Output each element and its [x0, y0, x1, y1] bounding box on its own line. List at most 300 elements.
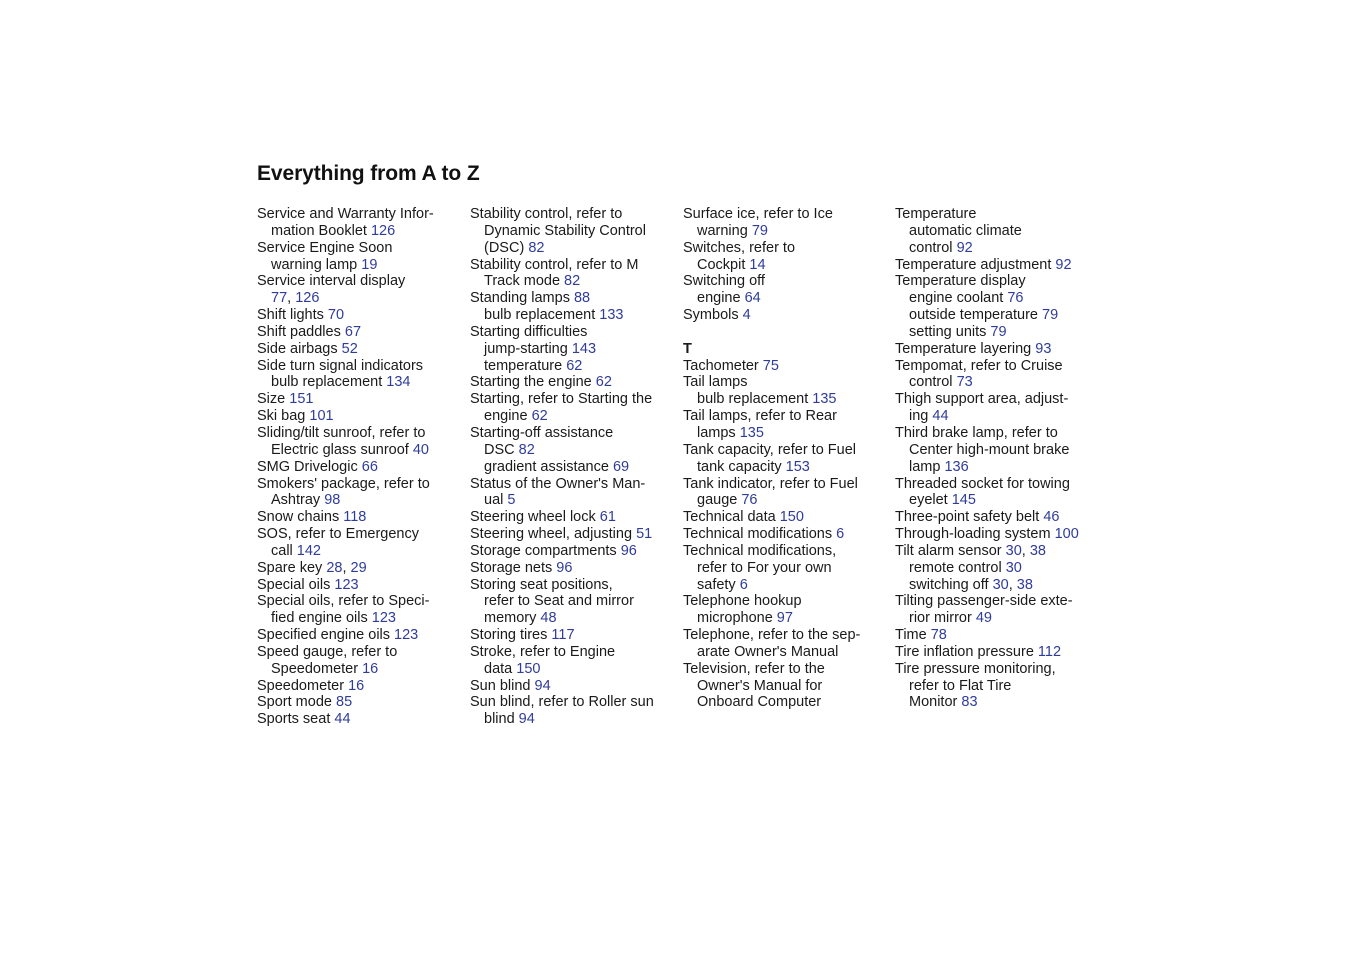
page-link[interactable]: 79 — [1042, 307, 1059, 324]
page-link[interactable]: 143 — [571, 340, 597, 357]
entry-text: Ski bag — [257, 408, 310, 425]
entry-text: ing — [909, 408, 933, 425]
index-entry — [683, 374, 888, 391]
index-entry — [683, 442, 888, 459]
index-entry — [895, 273, 1100, 290]
entry-text: blind — [484, 711, 519, 728]
entry-text: Side airbags — [257, 340, 342, 357]
index-subentry — [683, 391, 888, 408]
index-entry — [257, 526, 462, 543]
page-link[interactable]: 29 — [350, 559, 367, 576]
index-entry — [470, 476, 675, 493]
index-entry — [683, 509, 888, 526]
entry-text: Symbols — [683, 307, 743, 324]
entry-text: Standing lamps — [470, 290, 574, 307]
index-column-1 — [257, 206, 462, 728]
index-entry — [470, 560, 675, 577]
entry-text: Shift lights — [257, 307, 328, 324]
page-link[interactable]: 83 — [961, 694, 978, 711]
index-subentry — [470, 661, 675, 678]
entry-text: control — [909, 374, 957, 391]
page-link[interactable]: 150 — [516, 660, 541, 677]
entry-text: ual — [484, 492, 508, 509]
index-entry — [257, 627, 462, 644]
entry-text: call — [271, 542, 297, 559]
entry-text: data — [484, 660, 517, 677]
index-entry — [257, 425, 462, 442]
entry-text: Thigh support area, adjust- — [895, 391, 1069, 408]
page-link[interactable]: 79 — [751, 222, 768, 239]
page-link[interactable]: 92 — [1055, 256, 1072, 273]
page-link[interactable]: 48 — [540, 610, 557, 627]
entry-text: Stroke, refer to Engine — [470, 643, 616, 660]
index-subentry — [683, 459, 888, 476]
index-subentry — [470, 610, 675, 627]
page-link[interactable]: 151 — [289, 391, 314, 408]
index-entry — [257, 694, 462, 711]
entry-text: Tire inflation pressure — [895, 643, 1038, 660]
index-entry — [470, 290, 675, 307]
entry-text: Storage nets — [470, 559, 557, 576]
index-subentry — [470, 593, 675, 610]
entry-text: Speedometer — [257, 677, 349, 694]
index-subentry — [895, 610, 1100, 627]
page-link[interactable]: 44 — [334, 711, 351, 728]
entry-text: Stability control, refer to — [470, 206, 623, 222]
page-link[interactable]: 85 — [336, 694, 353, 711]
entry-text: Third brake lamp, refer to — [895, 424, 1058, 441]
page-link[interactable]: 123 — [371, 610, 396, 627]
index-subentry — [895, 577, 1100, 594]
entry-text: warning lamp — [271, 256, 362, 273]
page-link[interactable]: 93 — [1035, 340, 1052, 357]
page-link[interactable]: 118 — [343, 509, 367, 526]
page-title: Everything from A to Z — [257, 162, 480, 185]
index-subentry — [683, 425, 888, 442]
page-link[interactable]: 62 — [595, 374, 612, 391]
index-entry — [683, 526, 888, 543]
entry-text: Switches, refer to — [683, 239, 796, 256]
index-subentry — [257, 610, 462, 627]
entry-text: Special oils — [257, 576, 335, 593]
page-link[interactable]: 6 — [739, 576, 748, 593]
entry-text: Sun blind, refer to Roller sun — [470, 694, 654, 711]
page-link[interactable]: 117 — [551, 627, 575, 644]
entry-text: SMG Drivelogic — [257, 458, 362, 475]
entry-text: Through-loading system — [895, 526, 1055, 543]
index-subentry — [683, 492, 888, 509]
index-entry — [257, 341, 462, 358]
entry-text: lamps — [697, 424, 740, 441]
index-subentry — [470, 408, 675, 425]
entry-text: Temperature — [895, 206, 977, 222]
index-entry — [257, 509, 462, 526]
entry-text: Stability control, refer to M — [470, 256, 639, 273]
entry-text: Status of the Owner's Man- — [470, 475, 646, 492]
index-subentry — [895, 223, 1100, 240]
page-link[interactable]: 69 — [612, 458, 630, 475]
entry-text: temperature — [484, 357, 567, 374]
page-link[interactable]: 62 — [566, 357, 583, 374]
page-link[interactable]: 19 — [361, 256, 378, 273]
entry-text: warning — [697, 222, 752, 239]
page-link[interactable]: 52 — [341, 340, 358, 357]
index-subentry — [895, 290, 1100, 307]
entry-text: Starting, refer to Starting the — [470, 391, 653, 408]
page-link[interactable]: 51 — [636, 526, 653, 543]
page-link[interactable]: 76 — [1007, 290, 1024, 307]
entry-text: automatic climate — [909, 222, 1022, 239]
index-subentry — [683, 223, 888, 240]
page-separator: , — [1008, 576, 1017, 593]
page-link[interactable]: 5 — [507, 492, 516, 509]
entry-text: outside temperature — [909, 307, 1042, 324]
entry-text: Technical data — [683, 509, 780, 526]
index-subentry — [257, 257, 462, 274]
index-column-2 — [470, 206, 675, 728]
page-link[interactable]: 49 — [975, 610, 992, 627]
page-link[interactable]: 134 — [386, 374, 411, 391]
index-entry — [683, 593, 888, 610]
index-entry — [895, 476, 1100, 493]
entry-text: setting units — [909, 323, 991, 340]
index-entry — [895, 341, 1100, 358]
entry-text: Storing tires — [470, 627, 552, 644]
page-link[interactable]: 145 — [951, 492, 976, 509]
entry-text: Tail lamps — [683, 374, 748, 391]
entry-text: Tempomat, refer to Cruise — [895, 357, 1063, 374]
index-subentry — [895, 324, 1100, 341]
entry-text: gradient assistance — [484, 458, 613, 475]
index-entry — [895, 257, 1100, 274]
page-link[interactable]: 62 — [531, 408, 548, 425]
entry-text: Starting the engine — [470, 374, 596, 391]
index-entry — [470, 543, 675, 560]
entry-text: bulb replacement — [697, 391, 813, 408]
index-subentry — [895, 442, 1100, 459]
index-entry — [895, 509, 1100, 526]
index-entry — [257, 324, 462, 341]
index-subentry — [257, 290, 462, 307]
index-subentry — [895, 678, 1100, 695]
page-link[interactable]: 70 — [327, 307, 345, 324]
entry-text: fied engine oils — [271, 610, 372, 627]
index-column-4 — [895, 206, 1100, 711]
index-entry — [895, 526, 1100, 543]
entry-text: Threaded socket for towing — [895, 475, 1070, 492]
page-link[interactable]: 40 — [412, 441, 429, 458]
page-link[interactable]: 96 — [556, 559, 573, 576]
index-subentry — [683, 257, 888, 274]
page-link[interactable]: 78 — [930, 627, 947, 644]
index-entry — [257, 711, 462, 728]
page-link[interactable]: 133 — [599, 307, 624, 324]
page-link[interactable]: 28 — [326, 559, 343, 576]
entry-text: Sun blind — [470, 677, 535, 694]
index-subentry — [895, 240, 1100, 257]
page-link[interactable]: 94 — [518, 711, 535, 728]
entry-text: Center high-mount brake — [909, 441, 1070, 458]
entry-text: Temperature layering — [895, 340, 1036, 357]
entry-text: Switching off — [683, 273, 765, 290]
index-subentry — [470, 442, 675, 459]
entry-text: Temperature adjustment — [895, 256, 1056, 273]
page-link[interactable]: 75 — [762, 357, 779, 374]
page-link[interactable]: 101 — [309, 408, 334, 425]
entry-text: refer to Flat Tire — [909, 677, 1012, 694]
page-link[interactable]: 100 — [1054, 526, 1079, 543]
index-subentry — [470, 358, 675, 375]
index-entry — [470, 694, 675, 711]
section-letter-heading: T — [683, 340, 692, 357]
page-link[interactable]: 38 — [1016, 576, 1033, 593]
index-entry — [257, 206, 462, 223]
page-link[interactable]: 135 — [812, 391, 837, 408]
index-entry — [470, 526, 675, 543]
entry-text: rior mirror — [909, 610, 976, 627]
index-entry — [895, 661, 1100, 678]
index-entry — [257, 476, 462, 493]
entry-text: Speed gauge, refer to — [257, 643, 398, 660]
index-subentry — [895, 459, 1100, 476]
entry-text: Tilting passenger-side exte- — [895, 593, 1073, 610]
page-link[interactable]: 73 — [956, 374, 973, 391]
index-entry — [257, 391, 462, 408]
page-link[interactable]: 67 — [344, 323, 362, 340]
index-entry — [895, 627, 1100, 644]
index-entry — [895, 206, 1100, 223]
entry-text: tank capacity — [697, 458, 786, 475]
page-link[interactable]: 153 — [785, 458, 810, 475]
page-separator: , — [1021, 542, 1030, 559]
entry-text: microphone — [697, 610, 777, 627]
index-entry — [683, 307, 888, 324]
index-entry — [257, 577, 462, 594]
entry-text: Sliding/tilt sunroof, refer to — [257, 424, 426, 441]
index-subentry — [683, 644, 888, 661]
entry-text: Shift paddles — [257, 323, 345, 340]
page-link[interactable]: 61 — [599, 509, 616, 526]
index-subentry — [683, 678, 888, 695]
index-entry — [470, 678, 675, 695]
entry-text: refer to Seat and mirror — [484, 593, 634, 610]
entry-text: Storage compartments — [470, 542, 621, 559]
index-entry — [895, 391, 1100, 408]
entry-text: remote control — [909, 559, 1006, 576]
index-entry — [683, 543, 888, 560]
page-link[interactable]: 30 — [992, 576, 1009, 593]
entry-text: Service interval display — [257, 273, 406, 290]
index-subentry — [470, 492, 675, 509]
page-link[interactable]: 4 — [742, 307, 751, 324]
index-subentry — [683, 560, 888, 577]
page-link[interactable]: 14 — [749, 256, 766, 273]
entry-text: Smokers' package, refer to — [257, 475, 430, 492]
entry-text: Ashtray — [271, 492, 325, 509]
entry-text: Television, refer to the — [683, 660, 825, 677]
entry-text: Owner's Manual for — [697, 677, 823, 694]
index-entry — [470, 509, 675, 526]
page-link[interactable]: 30 — [1005, 559, 1022, 576]
index-entry — [257, 644, 462, 661]
index-subentry — [257, 374, 462, 391]
entry-text: Starting difficulties — [470, 323, 588, 340]
page-link[interactable]: 82 — [528, 239, 545, 256]
index-entry — [683, 273, 888, 290]
entry-text: Onboard Computer — [697, 694, 822, 711]
entry-text: switching off — [909, 576, 993, 593]
entry-text: Steering wheel lock — [470, 509, 600, 526]
index-entry — [257, 459, 462, 476]
entry-text: safety — [697, 576, 740, 593]
index-entry — [895, 644, 1100, 661]
page-link[interactable]: 94 — [534, 677, 551, 694]
index-entry — [470, 257, 675, 274]
page-link[interactable]: 112 — [1037, 643, 1062, 660]
entry-text: Electric glass sunroof — [271, 441, 413, 458]
entry-text: mation Booklet — [271, 222, 371, 239]
page-link[interactable]: 16 — [362, 660, 379, 677]
entry-text: lamp — [909, 458, 945, 475]
index-entry — [895, 543, 1100, 560]
index-subentry — [257, 223, 462, 240]
page-link[interactable]: 97 — [776, 610, 793, 627]
entry-text: Snow chains — [257, 509, 344, 526]
page-link[interactable]: 77 — [271, 290, 288, 307]
entry-text: Storing seat positions, — [470, 576, 613, 593]
page-link[interactable]: 46 — [1043, 509, 1060, 526]
entry-text: Tank indicator, refer to Fuel — [683, 475, 858, 492]
index-entry — [683, 661, 888, 678]
section-spacer — [683, 324, 888, 341]
entry-text: Three-point safety belt — [895, 509, 1044, 526]
index-entry — [895, 358, 1100, 375]
index-subentry — [257, 442, 462, 459]
page-link[interactable]: 98 — [324, 492, 341, 509]
page-link[interactable]: 82 — [518, 441, 535, 458]
index-entry — [683, 206, 888, 223]
index-subentry — [470, 307, 675, 324]
index-subentry — [257, 661, 462, 678]
entry-text: bulb replacement — [271, 374, 387, 391]
entry-text: Special oils, refer to Speci- — [257, 593, 430, 610]
entry-text: Dynamic Stability Control — [484, 222, 646, 239]
entry-text: engine coolant — [909, 290, 1008, 307]
index-subentry — [895, 560, 1100, 577]
index-entry — [683, 240, 888, 257]
entry-text: Starting-off assistance — [470, 424, 614, 441]
entry-text: Specified engine oils — [257, 627, 395, 644]
index-subentry — [257, 492, 462, 509]
entry-text: jump-starting — [484, 340, 572, 357]
page-link[interactable]: 88 — [573, 290, 591, 307]
page-link[interactable]: 123 — [394, 627, 419, 644]
index-entry — [257, 240, 462, 257]
index-subentry — [895, 307, 1100, 324]
entry-text: Tilt alarm sensor — [895, 542, 1006, 559]
entry-text: Temperature display — [895, 273, 1026, 290]
entry-text: Spare key — [257, 559, 327, 576]
index-column-3 — [683, 206, 888, 711]
entry-text: Track mode — [484, 273, 565, 290]
page-link[interactable]: 16 — [348, 677, 365, 694]
page-link[interactable]: 126 — [370, 222, 396, 239]
page-link[interactable]: 44 — [932, 408, 949, 425]
index-entry — [683, 627, 888, 644]
entry-text: engine — [697, 290, 745, 307]
index-entry — [470, 627, 675, 644]
page-link[interactable]: 38 — [1029, 542, 1046, 559]
index-entry — [470, 644, 675, 661]
index-subentry — [470, 223, 675, 240]
page-link[interactable]: 96 — [620, 542, 637, 559]
entry-text: memory — [484, 610, 541, 627]
page-link[interactable]: 76 — [741, 492, 758, 509]
page-separator: , — [342, 559, 351, 576]
entry-text: DSC — [484, 441, 519, 458]
index-subentry — [470, 711, 675, 728]
entry-text: engine — [484, 408, 532, 425]
page-link[interactable]: 66 — [361, 458, 378, 475]
index-entry — [257, 678, 462, 695]
entry-text: Size — [257, 391, 290, 408]
index-entry — [470, 425, 675, 442]
page-link[interactable]: 79 — [990, 323, 1007, 340]
entry-text: refer to For your own — [697, 559, 832, 576]
entry-text: Technical modifications — [683, 526, 837, 543]
entry-text: Tank capacity, refer to Fuel — [683, 441, 857, 458]
page-link[interactable]: 123 — [334, 576, 359, 593]
index-entry — [470, 391, 675, 408]
entry-text: arate Owner's Manual — [697, 643, 839, 660]
entry-text: Tire pressure monitoring, — [895, 660, 1056, 677]
page-link[interactable]: 142 — [296, 542, 321, 559]
index-entry — [470, 324, 675, 341]
page-link[interactable]: 126 — [295, 290, 320, 307]
entry-text: Telephone hookup — [683, 593, 802, 610]
entry-text: Telephone, refer to the sep- — [683, 627, 861, 644]
page-link[interactable]: 150 — [779, 509, 804, 526]
page-link[interactable]: 92 — [956, 239, 973, 256]
page-link[interactable]: 82 — [564, 273, 581, 290]
entry-text: Tail lamps, refer to Rear — [683, 408, 837, 425]
page-link[interactable]: 6 — [836, 526, 845, 543]
page-link[interactable]: 135 — [739, 424, 764, 441]
index-entry — [895, 425, 1100, 442]
index-subentry — [257, 543, 462, 560]
entry-text: Tachometer — [683, 357, 763, 374]
index-subentry — [683, 290, 888, 307]
index-entry — [683, 358, 888, 375]
index-subentry — [470, 341, 675, 358]
index-entry — [257, 593, 462, 610]
index-entry — [257, 358, 462, 375]
index-entry — [470, 206, 675, 223]
index-entry — [683, 408, 888, 425]
entry-text: Speedometer — [271, 660, 363, 677]
index-entry — [683, 476, 888, 493]
entry-text: Sports seat — [257, 711, 335, 728]
page-link[interactable]: 64 — [744, 290, 761, 307]
index-entry — [257, 560, 462, 577]
page-separator: , — [287, 290, 296, 307]
entry-text: Service and Warranty Infor- — [257, 206, 434, 222]
page-link[interactable]: 136 — [944, 458, 969, 475]
entry-text: Service Engine Soon — [257, 239, 393, 256]
index-entry — [470, 374, 675, 391]
index-entry — [895, 593, 1100, 610]
page-link[interactable]: 30 — [1005, 542, 1022, 559]
